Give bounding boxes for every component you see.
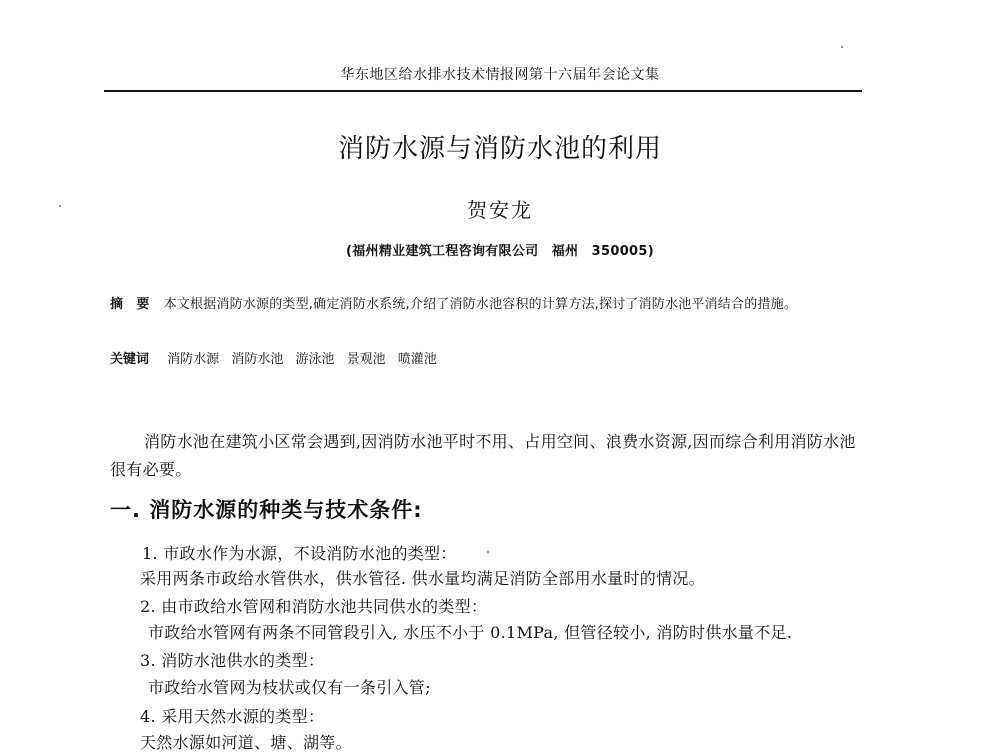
abstract bbox=[110, 292, 865, 318]
keyword: 消防水源 bbox=[167, 352, 220, 367]
keywords-label: 关键词 bbox=[110, 352, 150, 367]
paper-author: 贺安龙 bbox=[467, 198, 533, 222]
list-item-detail: 市政给水管网为枝状或仅有一条引入管; bbox=[148, 678, 431, 697]
keyword: 游泳池 bbox=[295, 352, 335, 367]
running-header: 华东地区给水排水技术情报网第十六届年会论文集 bbox=[340, 67, 660, 83]
list-item-detail: 采用两条市政给水管供水，供水管径. 供水量均满足消防全部用水量时的情况。 bbox=[140, 569, 705, 588]
list-item-heading: 1. 市政水作为水源，不设消防水池的类型： bbox=[142, 544, 457, 563]
scan-speck bbox=[841, 46, 843, 48]
header-rule bbox=[104, 90, 862, 92]
keywords bbox=[110, 348, 445, 367]
keyword: 消防水池 bbox=[231, 352, 284, 367]
abstract-label: 摘 要 bbox=[110, 297, 150, 312]
keyword: 喷灌池 bbox=[397, 352, 437, 367]
list-item-detail: 天然水源如河道、塘、湖等。 bbox=[140, 733, 352, 752]
list-item-heading: 4. 采用天然水源的类型： bbox=[140, 707, 325, 726]
list-item-detail: 市政给水管网有两条不同管段引入, 水压不小于 0.1MPa, 但管径较小, 消防时供水量不足. bbox=[148, 623, 793, 642]
list-item-heading: 2. 由市政给水管网和消防水池共同供水的类型： bbox=[140, 597, 488, 616]
section-heading: 一. 消防水源的种类与技术条件: bbox=[110, 498, 423, 522]
keyword: 景观池 bbox=[346, 352, 386, 367]
list-item-heading: 3. 消防水池供水的类型： bbox=[140, 651, 325, 670]
abstract-text: 本文根据消防水源的类型,确定消防水系统,介绍了消防水池容积的计算方法,探讨了消防水池平消结合的措施。 bbox=[163, 297, 798, 312]
author-affiliation: (福州精业建筑工程咨询有限公司 福州 350005) bbox=[346, 244, 654, 259]
scan-speck bbox=[487, 551, 489, 553]
scan-speck bbox=[59, 205, 61, 207]
paper-title: 消防水源与消防水池的利用 bbox=[337, 134, 662, 164]
intro-paragraph: 消防水池在建筑小区常会遇到,因消防水池平时不用、占用空间、浪费水资源,因而综合利用消防水池很有必要。 bbox=[110, 432, 856, 479]
